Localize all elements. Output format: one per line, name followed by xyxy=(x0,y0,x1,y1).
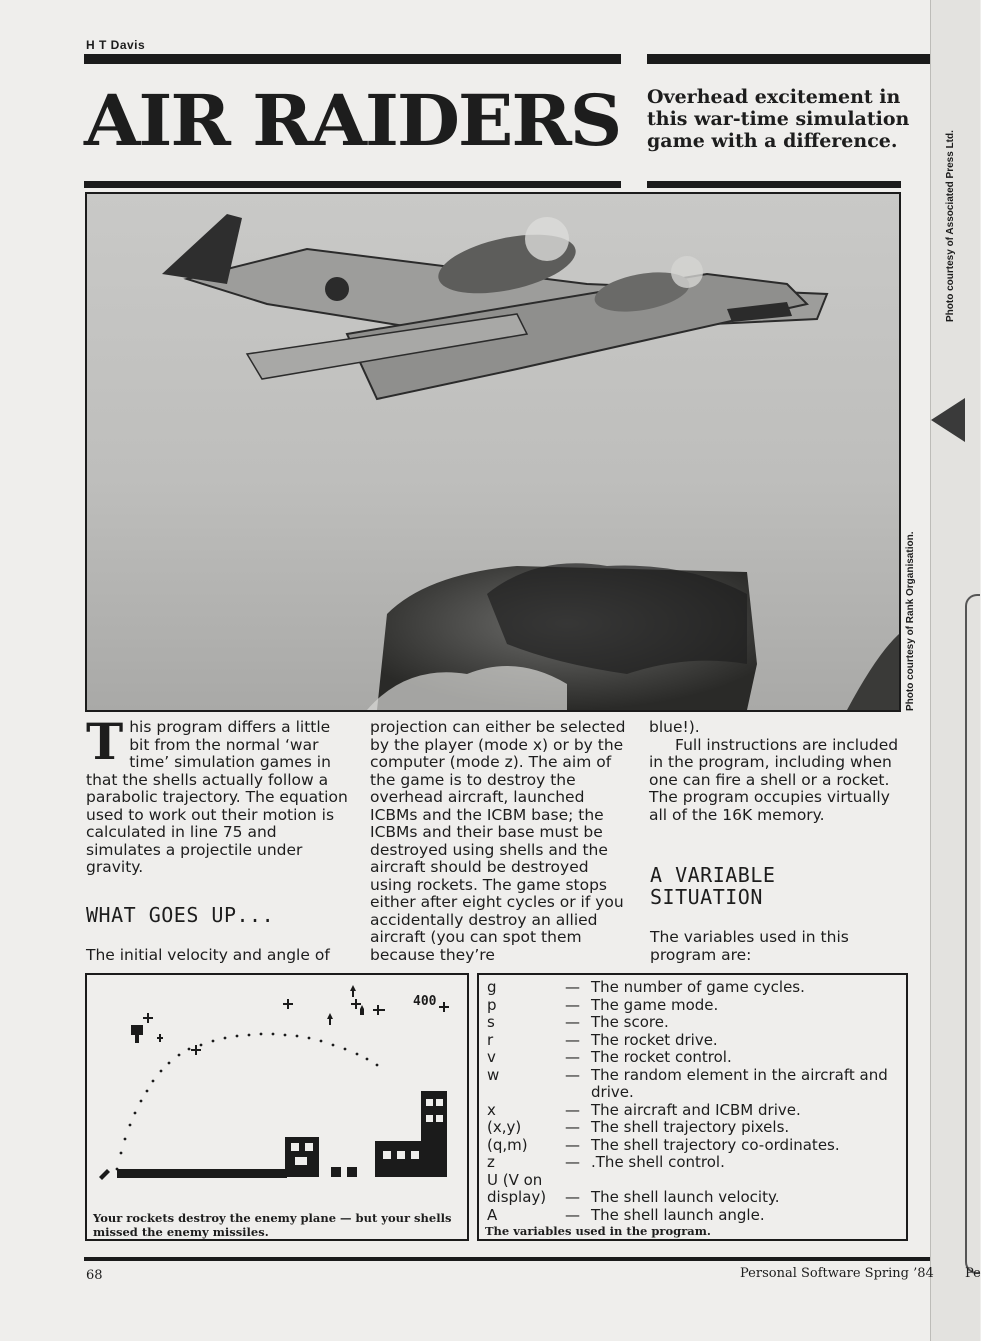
article-column-2: projection can either be selected by the player (mode x) or by the computer (mode z). The aim of the game is to destroy the overhead aircraft, launched ICBMs and the ICBM base; the ICBMs and their base must be destroyed using shells and the aircraft should be destroyed using rockets. The game stops either after eight cycles or if you accidentally destroy an allied aircraft (you can spot them because they’re xyxy=(370,718,626,964)
game-screenshot-box xyxy=(85,973,469,1241)
game-ground xyxy=(117,1169,287,1178)
variables-table-box: g — The number of game cycles. p — The game mode. s — The score. r — The rocket drive. v — The rocket control. w — The random element in the aircraft and drive. x — The aircraft and ICBM drive. (x,y) — The shell trajectory pixels. (q,m) — The shell trajectory co-ordinates. z — .The shell control. U (V on display) — The shell launch velocity. A — The shell launch angle. The variables used in the program. xyxy=(477,973,908,1241)
byline: H T Davis xyxy=(86,38,146,52)
game-rocket-icon xyxy=(131,1025,143,1043)
photo-credit: Photo courtesy of Rank Organisation. xyxy=(905,531,916,711)
col1-paragraph: his program differs a little bit from the normal ‘war time’ simulation games in that the shells actually follow a parabolic trajectory. The equation used to work out their motion is calculated in line 75 and simulates a projectile under gravity. xyxy=(86,718,348,876)
edge-box xyxy=(965,594,980,1274)
col3-paragraph-3: The variables used in this program are: xyxy=(650,928,849,964)
title-rule-left xyxy=(84,181,621,188)
col3-paragraph-1: blue!). xyxy=(649,718,700,736)
aircraft-photo xyxy=(85,192,901,712)
subhead-what-goes-up: WHAT GOES UP... xyxy=(86,903,275,927)
standfirst: Overhead excitement in this war-time simulation game with a difference. xyxy=(647,86,910,152)
edge-photo-credit: Photo courtesy of Associated Press Ltd. xyxy=(945,130,956,322)
article-column-3 xyxy=(649,719,905,824)
edge-arrow-shape xyxy=(931,398,965,442)
col3-paragraph-2: Full instructions are included in the program, including when one can fire a shell or a rocket. The program occupies virtually all of the 16K memory. xyxy=(649,735,899,824)
page-number: 68 xyxy=(86,1268,103,1283)
subhead-variable-situation: A VARIABLE SITUATION xyxy=(650,863,776,909)
page-title: AIR RAIDERS xyxy=(84,79,621,162)
top-rule-left xyxy=(84,54,621,64)
game-score: 400 xyxy=(413,994,437,1009)
game-trajectory xyxy=(116,1033,379,1171)
adjacent-page-edge xyxy=(930,0,980,1341)
aircraft-illustration xyxy=(87,194,899,710)
magazine-footer: Personal Software Spring ’84 xyxy=(740,1266,934,1281)
top-rule-right xyxy=(647,54,930,64)
game-aircraft-icons xyxy=(143,999,449,1055)
title-rule-right xyxy=(647,181,901,188)
variables-caption: The variables used in the program. xyxy=(485,1224,711,1238)
screenshot-caption: Your rockets destroy the enemy plane — but your shells missed the enemy missiles. xyxy=(93,1211,452,1239)
game-launcher-icon xyxy=(99,1169,110,1180)
article-column-1 xyxy=(86,712,354,877)
game-screen xyxy=(95,981,459,1185)
edge-footer-text: Pe xyxy=(965,1266,981,1281)
game-icbm-base xyxy=(285,1091,447,1177)
footer-rule xyxy=(84,1257,930,1261)
col1-paragraph-2: The initial velocity and angle of xyxy=(86,946,330,964)
drop-cap: T xyxy=(86,712,124,771)
